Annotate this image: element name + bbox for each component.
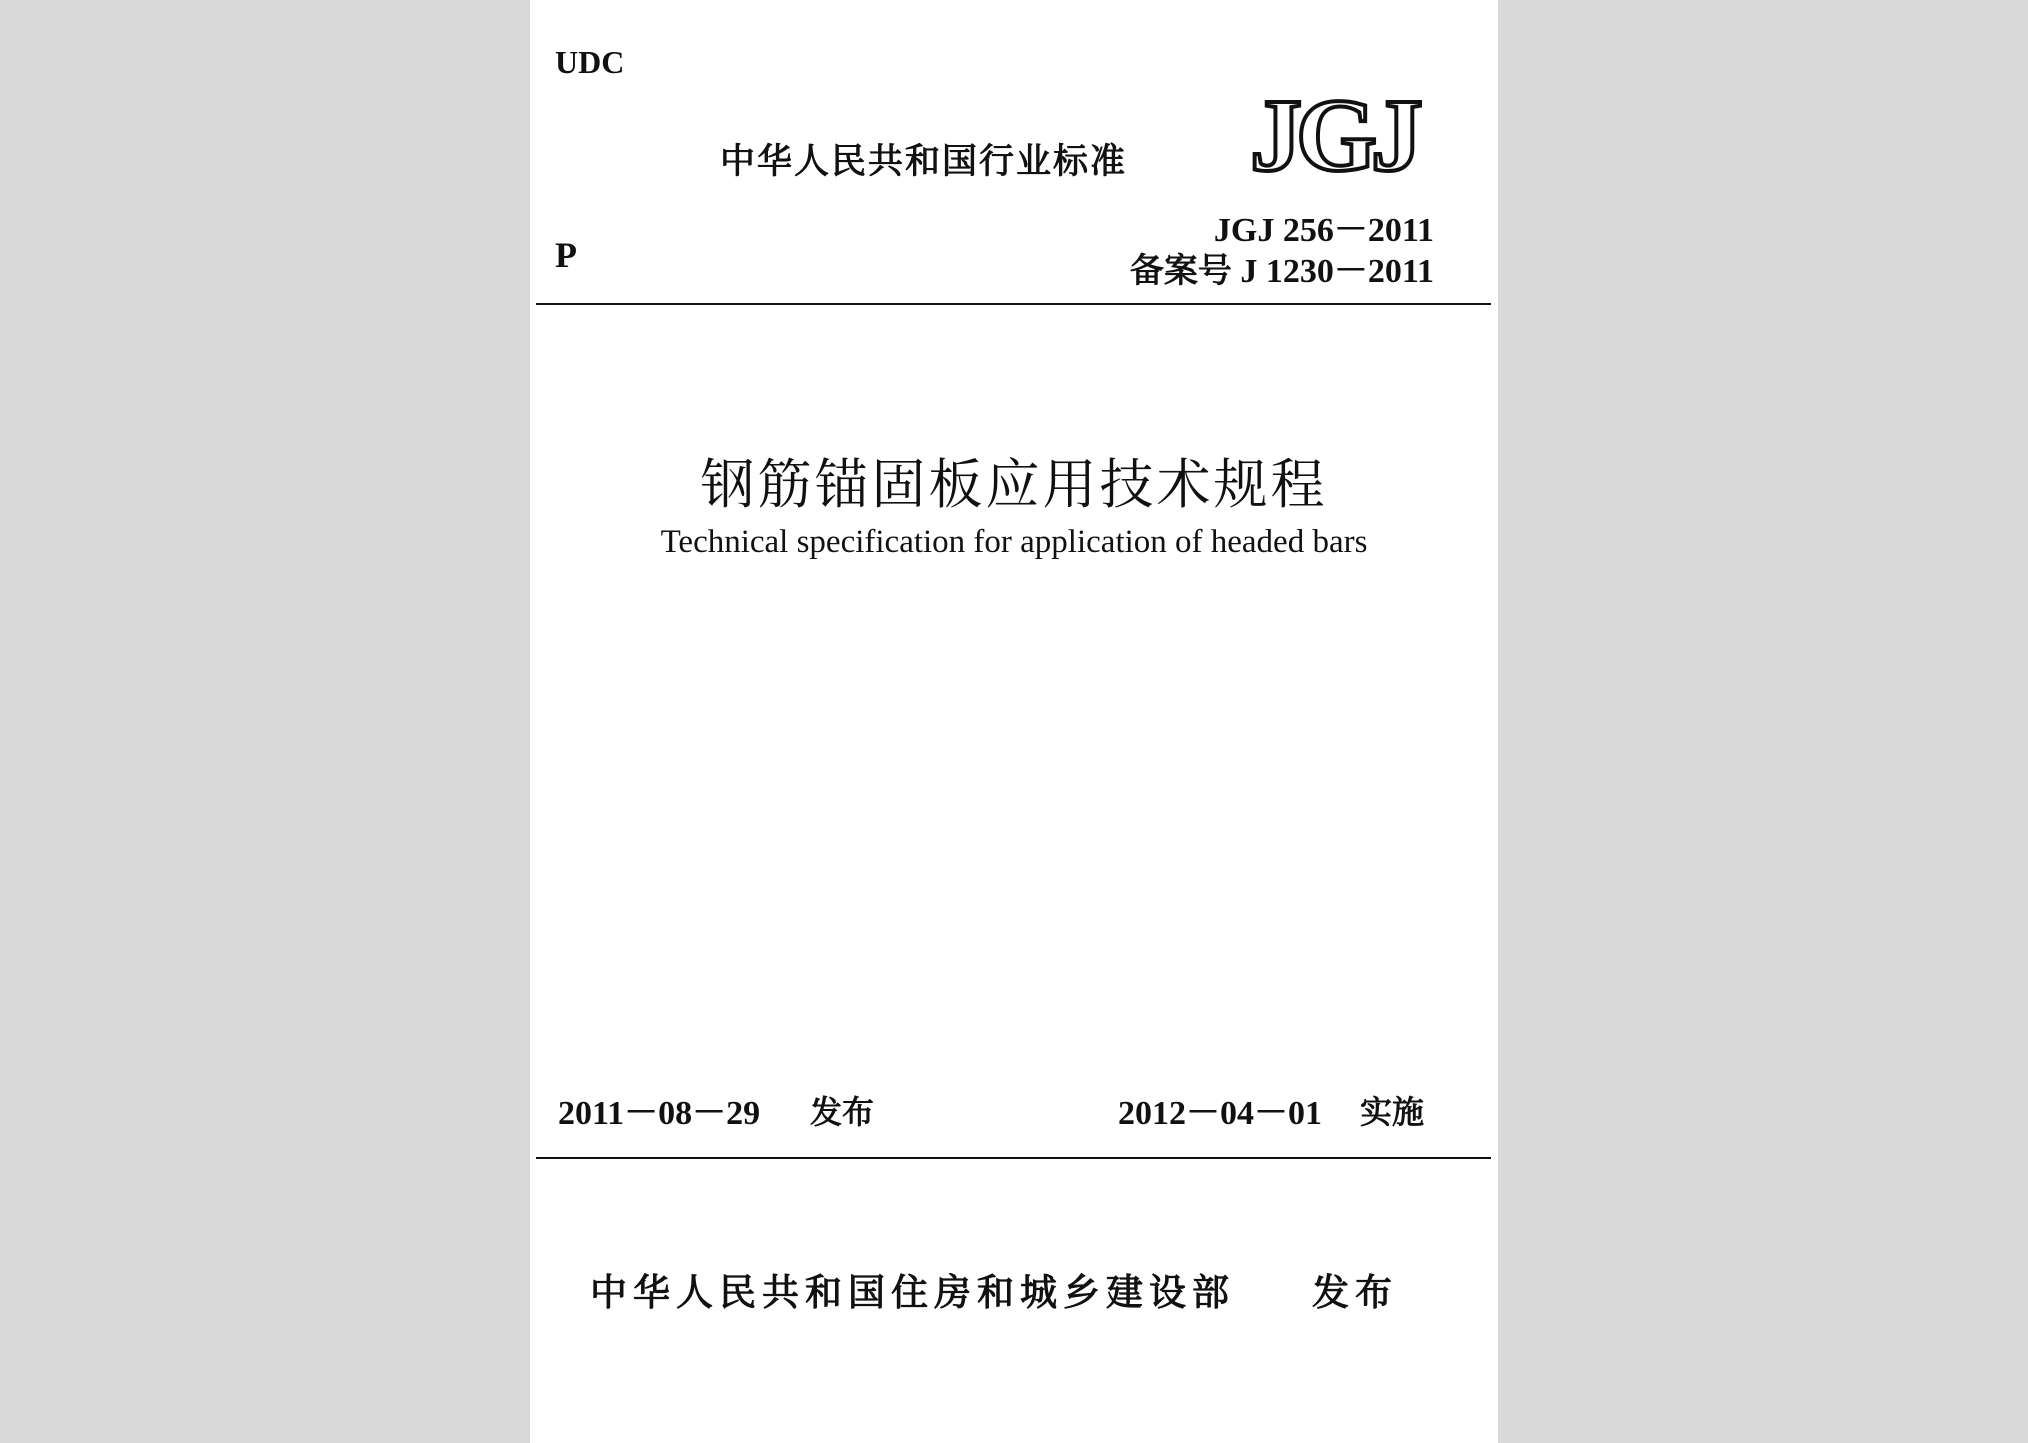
title-english: Technical specification for application of headed bars [660,524,1368,560]
standard-number: JGJ 256－2011 [1213,212,1434,249]
implementation-date: 2012－04－01 [1118,1095,1322,1132]
publisher: 中华人民共和国住房和城乡建设部 [590,1271,1235,1314]
implementation-label: 实施 [1360,1093,1425,1131]
filing-number: 备案号 J 1230－2011 [1129,253,1434,290]
classification-code: P [555,235,577,275]
jgj-logo [1248,82,1433,178]
udc-label: UDC [555,44,625,80]
issue-label: 发布 [810,1093,875,1131]
issue-date: 2011－08－29 [558,1095,761,1132]
industry-standard-title: 中华人民共和国行业标准 [720,142,1128,182]
publish-label: 发布 [1312,1271,1398,1314]
cover-page [530,0,1498,1443]
top-divider [536,303,1491,305]
bottom-divider [536,1157,1491,1159]
jgj-logo-text: JGJ [1250,82,1417,178]
title-chinese: 钢筋锚固板应用技术规程 [700,453,1328,516]
